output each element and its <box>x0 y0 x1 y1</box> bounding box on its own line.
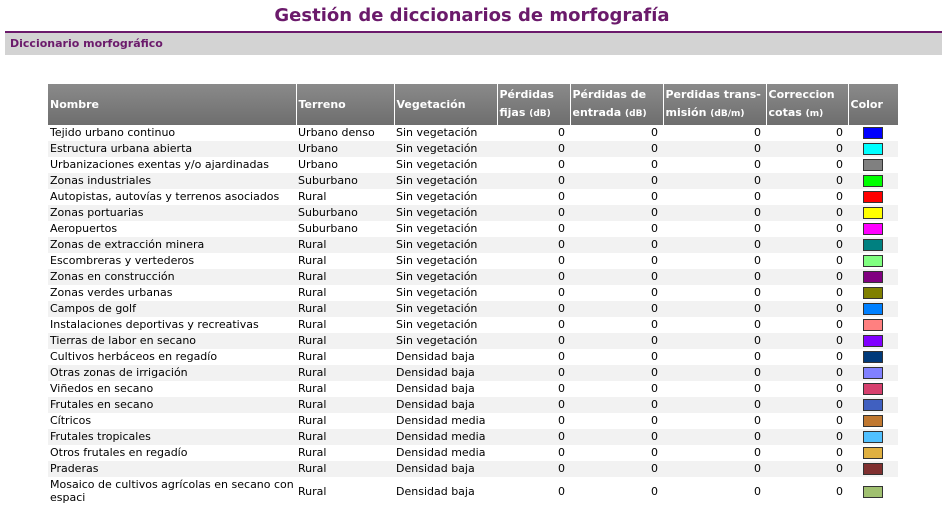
cell-vegetacion: Densidad baja <box>394 461 497 477</box>
column-header-perdidas-fijas[interactable] <box>497 84 570 125</box>
cell-color <box>848 189 898 205</box>
column-header-terreno[interactable]: Terreno <box>296 84 394 125</box>
table-row[interactable] <box>48 285 898 301</box>
cell-vegetacion: Densidad baja <box>394 349 497 365</box>
cell-perdidas-fijas: 0 <box>497 269 570 285</box>
cell-nombre: Autopistas, autovías y terrenos asociados <box>48 189 296 205</box>
cell-nombre: Mosaico de cultivos agrícolas en secano con espaci <box>48 477 296 505</box>
cell-perdidas-fijas: 0 <box>497 237 570 253</box>
cell-color <box>848 429 898 445</box>
cell-color <box>848 221 898 237</box>
section-header: Diccionario morfográfico <box>5 31 942 55</box>
cell-vegetacion: Sin vegetación <box>394 173 497 189</box>
cell-perdidas-transmision: 0 <box>663 461 766 477</box>
table-row[interactable] <box>48 397 898 413</box>
color-swatch[interactable] <box>863 255 883 267</box>
cell-vegetacion: Densidad baja <box>394 477 497 505</box>
cell-terreno: Urbano <box>296 141 394 157</box>
table-row[interactable] <box>48 253 898 269</box>
cell-perdidas-fijas: 0 <box>497 173 570 189</box>
cell-terreno: Rural <box>296 445 394 461</box>
cell-terreno: Rural <box>296 461 394 477</box>
color-swatch[interactable] <box>863 431 883 443</box>
cell-perdidas-fijas: 0 <box>497 461 570 477</box>
cell-color <box>848 461 898 477</box>
cell-terreno: Rural <box>296 365 394 381</box>
cell-nombre: Campos de golf <box>48 301 296 317</box>
cell-correccion-cotas: 0 <box>766 125 848 141</box>
cell-perdidas-entrada: 0 <box>570 445 663 461</box>
color-swatch[interactable] <box>863 159 883 171</box>
page-title: Gestión de diccionarios de morfografía <box>274 5 670 26</box>
color-swatch[interactable] <box>863 191 883 203</box>
color-swatch[interactable] <box>863 319 883 331</box>
cell-correccion-cotas: 0 <box>766 477 848 505</box>
cell-terreno: Rural <box>296 285 394 301</box>
cell-vegetacion: Sin vegetación <box>394 269 497 285</box>
cell-vegetacion: Sin vegetación <box>394 157 497 173</box>
cell-nombre: Zonas industriales <box>48 173 296 189</box>
cell-color <box>848 365 898 381</box>
cell-perdidas-entrada: 0 <box>570 317 663 333</box>
cell-color <box>848 141 898 157</box>
header-label: Pérdidas de entrada <box>572 88 647 119</box>
cell-perdidas-fijas: 0 <box>497 221 570 237</box>
cell-perdidas-entrada: 0 <box>570 205 663 221</box>
color-swatch[interactable] <box>863 271 883 283</box>
cell-terreno: Rural <box>296 253 394 269</box>
cell-vegetacion: Sin vegetación <box>394 189 497 205</box>
table-row[interactable] <box>48 173 898 189</box>
cell-terreno: Rural <box>296 477 394 505</box>
header-label: Pérdidas fijas <box>499 88 554 119</box>
cell-vegetacion: Densidad media <box>394 429 497 445</box>
cell-perdidas-transmision: 0 <box>663 141 766 157</box>
color-swatch[interactable] <box>863 207 883 219</box>
cell-perdidas-entrada: 0 <box>570 237 663 253</box>
cell-perdidas-fijas: 0 <box>497 381 570 397</box>
cell-perdidas-fijas: 0 <box>497 397 570 413</box>
cell-vegetacion: Densidad baja <box>394 365 497 381</box>
table-row[interactable] <box>48 237 898 253</box>
cell-terreno: Urbano <box>296 157 394 173</box>
cell-correccion-cotas: 0 <box>766 269 848 285</box>
cell-correccion-cotas: 0 <box>766 413 848 429</box>
cell-perdidas-transmision: 0 <box>663 269 766 285</box>
color-swatch[interactable] <box>863 399 883 411</box>
cell-vegetacion: Densidad media <box>394 413 497 429</box>
cell-perdidas-fijas: 0 <box>497 253 570 269</box>
cell-vegetacion: Densidad baja <box>394 397 497 413</box>
cell-terreno: Rural <box>296 301 394 317</box>
cell-color <box>848 333 898 349</box>
dictionary-table-container <box>48 84 898 505</box>
cell-color <box>848 397 898 413</box>
cell-color <box>848 269 898 285</box>
table-row[interactable] <box>48 413 898 429</box>
cell-vegetacion: Densidad baja <box>394 381 497 397</box>
color-swatch[interactable] <box>863 223 883 235</box>
cell-perdidas-transmision: 0 <box>663 349 766 365</box>
header-label: Correccion cotas <box>768 88 835 119</box>
cell-color <box>848 349 898 365</box>
column-header-correccion-cotas[interactable] <box>766 84 848 125</box>
cell-vegetacion: Sin vegetación <box>394 301 497 317</box>
cell-perdidas-entrada: 0 <box>570 301 663 317</box>
color-swatch[interactable] <box>863 463 883 475</box>
cell-perdidas-entrada: 0 <box>570 269 663 285</box>
cell-correccion-cotas: 0 <box>766 461 848 477</box>
cell-perdidas-fijas: 0 <box>497 205 570 221</box>
color-swatch[interactable] <box>863 447 883 459</box>
cell-nombre: Instalaciones deportivas y recreativas <box>48 317 296 333</box>
cell-perdidas-transmision: 0 <box>663 237 766 253</box>
cell-terreno: Rural <box>296 397 394 413</box>
cell-correccion-cotas: 0 <box>766 205 848 221</box>
cell-perdidas-entrada: 0 <box>570 253 663 269</box>
cell-correccion-cotas: 0 <box>766 157 848 173</box>
cell-vegetacion: Sin vegetación <box>394 221 497 237</box>
cell-terreno: Urbano denso <box>296 125 394 141</box>
cell-perdidas-fijas: 0 <box>497 285 570 301</box>
cell-vegetacion: Densidad media <box>394 445 497 461</box>
color-swatch[interactable] <box>863 335 883 347</box>
table-header-row <box>48 84 898 125</box>
cell-perdidas-transmision: 0 <box>663 189 766 205</box>
cell-color <box>848 125 898 141</box>
table-row[interactable] <box>48 141 898 157</box>
column-header-vegetacion[interactable]: Vegetación <box>394 84 497 125</box>
cell-vegetacion: Sin vegetación <box>394 205 497 221</box>
cell-perdidas-entrada: 0 <box>570 429 663 445</box>
cell-color <box>848 253 898 269</box>
cell-correccion-cotas: 0 <box>766 253 848 269</box>
cell-color <box>848 301 898 317</box>
cell-correccion-cotas: 0 <box>766 221 848 237</box>
cell-correccion-cotas: 0 <box>766 317 848 333</box>
table-row[interactable] <box>48 477 898 505</box>
cell-perdidas-transmision: 0 <box>663 205 766 221</box>
color-swatch[interactable] <box>863 239 883 251</box>
cell-color <box>848 381 898 397</box>
cell-perdidas-transmision: 0 <box>663 333 766 349</box>
table-row[interactable] <box>48 381 898 397</box>
cell-perdidas-transmision: 0 <box>663 173 766 189</box>
cell-perdidas-entrada: 0 <box>570 397 663 413</box>
cell-correccion-cotas: 0 <box>766 189 848 205</box>
cell-correccion-cotas: 0 <box>766 301 848 317</box>
cell-vegetacion: Sin vegetación <box>394 253 497 269</box>
cell-perdidas-transmision: 0 <box>663 445 766 461</box>
cell-color <box>848 445 898 461</box>
cell-perdidas-entrada: 0 <box>570 381 663 397</box>
cell-perdidas-transmision: 0 <box>663 381 766 397</box>
cell-terreno: Rural <box>296 381 394 397</box>
cell-nombre: Cítricos <box>48 413 296 429</box>
cell-nombre: Praderas <box>48 461 296 477</box>
cell-perdidas-entrada: 0 <box>570 285 663 301</box>
cell-correccion-cotas: 0 <box>766 365 848 381</box>
cell-color <box>848 285 898 301</box>
cell-nombre: Otros frutales en regadío <box>48 445 296 461</box>
cell-perdidas-entrada: 0 <box>570 189 663 205</box>
cell-perdidas-transmision: 0 <box>663 221 766 237</box>
color-swatch[interactable] <box>863 351 883 363</box>
cell-perdidas-transmision: 0 <box>663 477 766 505</box>
cell-nombre: Frutales en secano <box>48 397 296 413</box>
cell-nombre: Otras zonas de irrigación <box>48 365 296 381</box>
table-body <box>48 125 898 505</box>
cell-perdidas-entrada: 0 <box>570 221 663 237</box>
column-header-color[interactable]: Color <box>848 84 898 125</box>
cell-nombre: Urbanizaciones exentas y/o ajardinadas <box>48 157 296 173</box>
table-row[interactable] <box>48 365 898 381</box>
cell-nombre: Cultivos herbáceos en regadío <box>48 349 296 365</box>
cell-perdidas-entrada: 0 <box>570 349 663 365</box>
color-swatch[interactable] <box>863 287 883 299</box>
table-row[interactable] <box>48 189 898 205</box>
cell-correccion-cotas: 0 <box>766 141 848 157</box>
cell-color <box>848 477 898 505</box>
table-row[interactable] <box>48 333 898 349</box>
cell-perdidas-transmision: 0 <box>663 413 766 429</box>
cell-perdidas-fijas: 0 <box>497 301 570 317</box>
table-row[interactable] <box>48 269 898 285</box>
cell-perdidas-fijas: 0 <box>497 349 570 365</box>
cell-perdidas-entrada: 0 <box>570 125 663 141</box>
cell-terreno: Rural <box>296 317 394 333</box>
header-label: Perdidas trans-misión <box>665 88 761 119</box>
cell-perdidas-entrada: 0 <box>570 157 663 173</box>
color-swatch[interactable] <box>863 175 883 187</box>
cell-perdidas-transmision: 0 <box>663 397 766 413</box>
cell-vegetacion: Sin vegetación <box>394 317 497 333</box>
cell-vegetacion: Sin vegetación <box>394 285 497 301</box>
table-row[interactable] <box>48 445 898 461</box>
color-swatch[interactable] <box>863 127 883 139</box>
cell-nombre: Viñedos en secano <box>48 381 296 397</box>
cell-perdidas-fijas: 0 <box>497 333 570 349</box>
cell-perdidas-transmision: 0 <box>663 157 766 173</box>
cell-nombre: Zonas verdes urbanas <box>48 285 296 301</box>
cell-perdidas-fijas: 0 <box>497 413 570 429</box>
table-row[interactable] <box>48 125 898 141</box>
cell-nombre: Tejido urbano continuo <box>48 125 296 141</box>
cell-nombre: Frutales tropicales <box>48 429 296 445</box>
cell-correccion-cotas: 0 <box>766 285 848 301</box>
cell-perdidas-fijas: 0 <box>497 365 570 381</box>
cell-terreno: Suburbano <box>296 205 394 221</box>
cell-nombre: Zonas en construcción <box>48 269 296 285</box>
cell-perdidas-transmision: 0 <box>663 301 766 317</box>
table-row[interactable] <box>48 317 898 333</box>
cell-perdidas-transmision: 0 <box>663 253 766 269</box>
table-row[interactable] <box>48 429 898 445</box>
cell-color <box>848 413 898 429</box>
column-header-nombre[interactable]: Nombre <box>48 84 296 125</box>
cell-terreno: Rural <box>296 333 394 349</box>
cell-nombre: Zonas portuarias <box>48 205 296 221</box>
cell-perdidas-entrada: 0 <box>570 333 663 349</box>
cell-perdidas-fijas: 0 <box>497 125 570 141</box>
column-header-perdidas-entrada[interactable] <box>570 84 663 125</box>
cell-vegetacion: Sin vegetación <box>394 125 497 141</box>
cell-perdidas-transmision: 0 <box>663 317 766 333</box>
cell-perdidas-entrada: 0 <box>570 173 663 189</box>
table-row[interactable] <box>48 205 898 221</box>
cell-perdidas-entrada: 0 <box>570 365 663 381</box>
cell-nombre: Zonas de extracción minera <box>48 237 296 253</box>
cell-correccion-cotas: 0 <box>766 349 848 365</box>
cell-perdidas-fijas: 0 <box>497 189 570 205</box>
cell-correccion-cotas: 0 <box>766 381 848 397</box>
header-unit: (m) <box>805 109 824 119</box>
cell-perdidas-transmision: 0 <box>663 285 766 301</box>
cell-color <box>848 237 898 253</box>
color-swatch[interactable] <box>863 143 883 155</box>
cell-color <box>848 317 898 333</box>
cell-perdidas-transmision: 0 <box>663 125 766 141</box>
color-swatch[interactable] <box>863 383 883 395</box>
cell-terreno: Rural <box>296 237 394 253</box>
cell-correccion-cotas: 0 <box>766 445 848 461</box>
color-swatch[interactable] <box>863 367 883 379</box>
cell-correccion-cotas: 0 <box>766 429 848 445</box>
cell-color <box>848 205 898 221</box>
cell-perdidas-entrada: 0 <box>570 413 663 429</box>
cell-perdidas-fijas: 0 <box>497 477 570 505</box>
header-unit: (dB/m) <box>710 109 745 119</box>
cell-terreno: Rural <box>296 189 394 205</box>
cell-perdidas-fijas: 0 <box>497 445 570 461</box>
cell-terreno: Rural <box>296 349 394 365</box>
cell-vegetacion: Sin vegetación <box>394 141 497 157</box>
cell-color <box>848 173 898 189</box>
header-unit: (dB) <box>529 109 551 119</box>
cell-correccion-cotas: 0 <box>766 173 848 189</box>
cell-perdidas-fijas: 0 <box>497 141 570 157</box>
cell-perdidas-fijas: 0 <box>497 317 570 333</box>
cell-perdidas-fijas: 0 <box>497 157 570 173</box>
table-row[interactable] <box>48 221 898 237</box>
color-swatch[interactable] <box>863 303 883 315</box>
color-swatch[interactable] <box>863 415 883 427</box>
table-row[interactable] <box>48 157 898 173</box>
cell-perdidas-entrada: 0 <box>570 477 663 505</box>
cell-vegetacion: Sin vegetación <box>394 237 497 253</box>
cell-correccion-cotas: 0 <box>766 333 848 349</box>
cell-correccion-cotas: 0 <box>766 397 848 413</box>
cell-perdidas-entrada: 0 <box>570 461 663 477</box>
cell-perdidas-entrada: 0 <box>570 141 663 157</box>
cell-vegetacion: Sin vegetación <box>394 333 497 349</box>
cell-perdidas-transmision: 0 <box>663 365 766 381</box>
cell-terreno: Rural <box>296 413 394 429</box>
cell-nombre: Estructura urbana abierta <box>48 141 296 157</box>
cell-nombre: Escombreras y vertederos <box>48 253 296 269</box>
table-row[interactable] <box>48 461 898 477</box>
cell-terreno: Rural <box>296 429 394 445</box>
cell-terreno: Suburbano <box>296 221 394 237</box>
cell-nombre: Aeropuertos <box>48 221 296 237</box>
header-unit: (dB) <box>625 109 647 119</box>
column-header-perdidas-transmision[interactable] <box>663 84 766 125</box>
cell-perdidas-transmision: 0 <box>663 429 766 445</box>
table-row[interactable] <box>48 301 898 317</box>
cell-terreno: Rural <box>296 269 394 285</box>
cell-terreno: Suburbano <box>296 173 394 189</box>
table-row[interactable] <box>48 349 898 365</box>
morphography-dictionary-table <box>48 84 898 505</box>
cell-correccion-cotas: 0 <box>766 237 848 253</box>
cell-color <box>848 157 898 173</box>
cell-nombre: Tierras de labor en secano <box>48 333 296 349</box>
cell-perdidas-fijas: 0 <box>497 429 570 445</box>
color-swatch[interactable] <box>863 486 883 498</box>
